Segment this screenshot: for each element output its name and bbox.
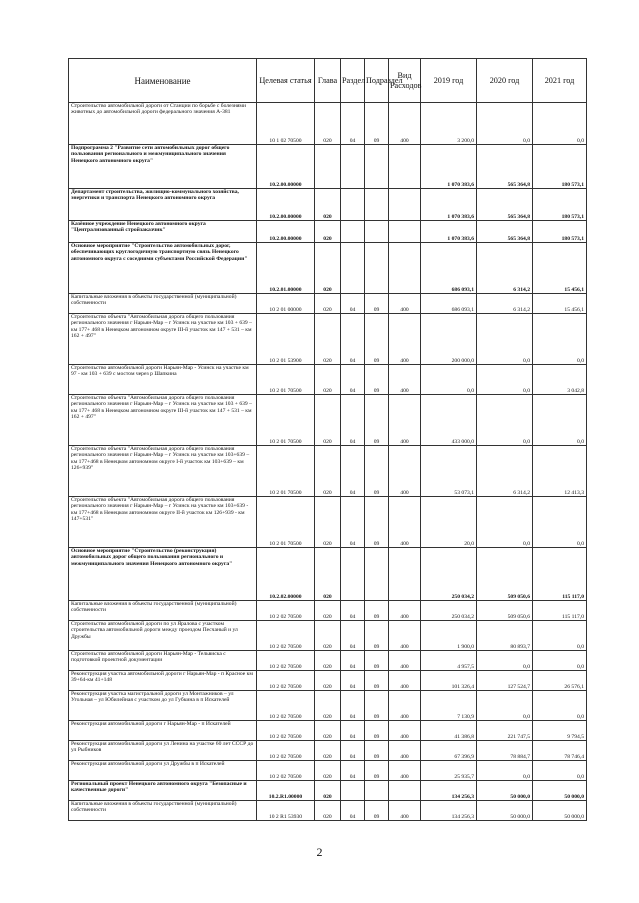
cell-subsection: 09: [365, 721, 389, 741]
cell-exp-type: 400: [389, 651, 421, 671]
cell-subsection: [365, 189, 389, 221]
cell-y2021: 0,0: [533, 314, 587, 365]
cell-chapter: 020: [315, 671, 341, 691]
cell-subsection: 09: [365, 691, 389, 721]
cell-exp-type: [389, 145, 421, 189]
cell-target: 10 2 02 70500: [257, 741, 315, 761]
header-name: Наименование: [69, 59, 257, 103]
cell-y2020: 50 000,0: [477, 801, 533, 821]
header-2021: 2021 год: [533, 59, 587, 103]
cell-subsection: [365, 781, 389, 801]
cell-target: 10.2.00.00000: [257, 221, 315, 243]
cell-y2019: 200 000,0: [421, 314, 477, 365]
cell-exp-type: 400: [389, 103, 421, 145]
table-row: [69, 601, 587, 621]
table-row: [69, 761, 587, 781]
cell-y2019: 1 070 383,6: [421, 189, 477, 221]
cell-y2020: 0,0: [477, 761, 533, 781]
cell-subsection: 09: [365, 651, 389, 671]
cell-exp-type: 400: [389, 671, 421, 691]
cell-subsection: 09: [365, 497, 389, 548]
table-row: [69, 189, 587, 221]
cell-y2020: 6 314,2: [477, 294, 533, 314]
cell-y2019: 686 093,1: [421, 294, 477, 314]
cell-exp-type: 400: [389, 721, 421, 741]
cell-y2020: 6 314,2: [477, 243, 533, 294]
cell-exp-type: 400: [389, 691, 421, 721]
cell-y2019: 134 256,3: [421, 801, 477, 821]
cell-y2019: 0,0: [421, 365, 477, 395]
cell-name: Региональный проект Ненецкого автономного округа "Безопасные и качественные дороги": [69, 781, 257, 801]
cell-section: 04: [341, 446, 365, 497]
cell-y2021: 0,0: [533, 497, 587, 548]
cell-chapter: 020: [315, 497, 341, 548]
cell-subsection: 09: [365, 801, 389, 821]
cell-subsection: [365, 145, 389, 189]
cell-chapter: 020: [315, 103, 341, 145]
cell-exp-type: 400: [389, 314, 421, 365]
cell-y2020: 0,0: [477, 651, 533, 671]
cell-y2020: 0,0: [477, 691, 533, 721]
cell-y2019: 433 000,0: [421, 395, 477, 446]
cell-subsection: 09: [365, 671, 389, 691]
table-row: [69, 365, 587, 395]
cell-target: 10 2 02 70500: [257, 621, 315, 651]
cell-y2020: 0,0: [477, 497, 533, 548]
cell-subsection: [365, 243, 389, 294]
cell-exp-type: 400: [389, 741, 421, 761]
cell-y2019: 101 326,4: [421, 671, 477, 691]
cell-chapter: 020: [315, 801, 341, 821]
table-row: [69, 497, 587, 548]
cell-target: 10 2 01 70500: [257, 365, 315, 395]
cell-target: 10 2 02 70500: [257, 721, 315, 741]
cell-name: Строительство объекта "Автомобильная дорога общего пользования регионального значения г Нарьян-Мар – г Усинск на участке км 103+639 - км 177+468 в Ненецком автономном округе II-й участок км 126+939 - км 147+531": [69, 497, 257, 548]
cell-y2020: 0,0: [477, 365, 533, 395]
cell-y2019: 1 900,0: [421, 621, 477, 651]
cell-exp-type: 400: [389, 601, 421, 621]
cell-subsection: 09: [365, 294, 389, 314]
cell-y2021: 180 573,1: [533, 221, 587, 243]
cell-y2020: 0,0: [477, 314, 533, 365]
cell-section: 04: [341, 621, 365, 651]
header-2019: 2019 год: [421, 59, 477, 103]
cell-y2020: 80 893,7: [477, 621, 533, 651]
table-row: [69, 221, 587, 243]
cell-section: 04: [341, 801, 365, 821]
cell-chapter: 020: [315, 621, 341, 651]
cell-name: Реконструкция автомобильной дороги г Нарьян-Мар - п Искателей: [69, 721, 257, 741]
cell-chapter: 020: [315, 189, 341, 221]
cell-chapter: 020: [315, 395, 341, 446]
cell-subsection: 09: [365, 365, 389, 395]
cell-y2021: 26 576,1: [533, 671, 587, 691]
cell-y2020: 0,0: [477, 103, 533, 145]
cell-chapter: 020: [315, 221, 341, 243]
cell-chapter: 020: [315, 761, 341, 781]
table-row: [69, 446, 587, 497]
cell-y2021: 0,0: [533, 395, 587, 446]
cell-target: 10 2 R1 53930: [257, 801, 315, 821]
cell-name: Строительство объекта "Автомобильная дорога общего пользования регионального значения г Нарьян-Мар – г Усинск на участке км 103 + 639 – км 177+ 468 в Ненецком автономном округе III-й участок км 147 + 531 – км 162 + 497": [69, 395, 257, 446]
cell-chapter: 020: [315, 294, 341, 314]
cell-subsection: 09: [365, 761, 389, 781]
cell-name: Основное мероприятие "Строительство автомобильных дорог, обеспечивающих круглогодичную транспортную связь Ненецкого автономного округа с соседними субъектами Российской Федерации": [69, 243, 257, 294]
cell-chapter: 020: [315, 721, 341, 741]
cell-chapter: 020: [315, 314, 341, 365]
cell-y2020: 565 364,8: [477, 221, 533, 243]
cell-name: Подпрограмма 2 "Развитие сети автомобильных дорог общего пользования регионального и межмуниципального значения Ненецкого автономного округа": [69, 145, 257, 189]
cell-y2021: 78 746,4: [533, 741, 587, 761]
cell-name: Капитальные вложения в объекты государственной (муниципальной) собственности: [69, 294, 257, 314]
table-row: [69, 548, 587, 601]
cell-y2020: 6 314,2: [477, 446, 533, 497]
cell-subsection: [365, 221, 389, 243]
cell-section: 04: [341, 741, 365, 761]
cell-subsection: 09: [365, 314, 389, 365]
cell-section: [341, 189, 365, 221]
page-number: 2: [316, 845, 323, 859]
cell-y2020: 0,0: [477, 395, 533, 446]
cell-section: 04: [341, 103, 365, 145]
cell-section: 04: [341, 497, 365, 548]
cell-section: 04: [341, 365, 365, 395]
cell-y2021: 180 573,1: [533, 189, 587, 221]
cell-name: Департамент строительства, жилищно-коммунального хозяйства, энергетики и транспорта Ненецкого автономного округа: [69, 189, 257, 221]
table-row: [69, 801, 587, 821]
cell-name: Основное мероприятие "Строительство (реконструкция) автомобильных дорог общего пользования регионального и межмуниципального значения Ненецкого автономного округа": [69, 548, 257, 601]
cell-y2020: 50 000,0: [477, 781, 533, 801]
cell-y2021: 115 117,0: [533, 601, 587, 621]
cell-chapter: 020: [315, 365, 341, 395]
cell-y2020: 565 364,8: [477, 145, 533, 189]
cell-section: [341, 145, 365, 189]
cell-name: Строительство автомобильной дороги от Станции по борьбе с болезнями животных до автомобильной дороги федерального значения А-381: [69, 103, 257, 145]
header-exp-type: Вид Расходов: [389, 59, 421, 103]
cell-y2019: 4 957,5: [421, 651, 477, 671]
cell-y2021: 50 000,0: [533, 801, 587, 821]
table-row: [69, 103, 587, 145]
table-row: [69, 691, 587, 721]
header-section: Раздел: [341, 59, 365, 103]
cell-name: Капитальные вложения в объекты государственной (муниципальной) собственности: [69, 801, 257, 821]
cell-y2019: 1 070 383,6: [421, 221, 477, 243]
table-row: [69, 395, 587, 446]
cell-y2019: 25 935,7: [421, 761, 477, 781]
cell-exp-type: [389, 189, 421, 221]
cell-chapter: 020: [315, 446, 341, 497]
cell-y2020: 509 050,6: [477, 548, 533, 601]
cell-target: 10 2 01 70500: [257, 497, 315, 548]
header-row: [69, 59, 587, 103]
cell-section: 04: [341, 294, 365, 314]
cell-y2021: 0,0: [533, 761, 587, 781]
cell-chapter: 020: [315, 781, 341, 801]
cell-y2021: 0,0: [533, 651, 587, 671]
cell-exp-type: 400: [389, 365, 421, 395]
cell-exp-type: 400: [389, 446, 421, 497]
cell-y2019: 3 200,0: [421, 103, 477, 145]
cell-exp-type: 400: [389, 294, 421, 314]
cell-name: Капитальные вложения в объекты государственной (муниципальной) собственности: [69, 601, 257, 621]
cell-name: Реконструкция участка автомобильной дороги г Нарьян-Мар - п Красное км 39+64-км 41+148: [69, 671, 257, 691]
cell-y2019: 134 256,3: [421, 781, 477, 801]
cell-chapter: 020: [315, 548, 341, 601]
cell-name: Строительство автомобильной дороги Нарьян-Мар - Тельвиска с подготовкой проектной документации: [69, 651, 257, 671]
cell-y2020: 565 364,8: [477, 189, 533, 221]
cell-target: 10 1 02 70500: [257, 103, 315, 145]
cell-y2020: 127 524,7: [477, 671, 533, 691]
header-target: Целевая статья: [257, 59, 315, 103]
cell-section: 04: [341, 761, 365, 781]
cell-target: 10.2.R1.00000: [257, 781, 315, 801]
cell-chapter: 020: [315, 601, 341, 621]
cell-chapter: 020: [315, 741, 341, 761]
cell-section: 04: [341, 671, 365, 691]
cell-exp-type: [389, 548, 421, 601]
cell-y2019: 67 396,9: [421, 741, 477, 761]
cell-y2019: 7 130,9: [421, 691, 477, 721]
header-chapter: Глава: [315, 59, 341, 103]
cell-target: 10 2 01 70500: [257, 395, 315, 446]
cell-name: Строительство автомобильной дороги Нарьян-Мар - Усинск на участке км 97 - км 103 + 639 с мостом через р Шапкина: [69, 365, 257, 395]
cell-section: 04: [341, 691, 365, 721]
cell-y2019: 250 034,2: [421, 601, 477, 621]
cell-target: 10.2.01.00000: [257, 243, 315, 294]
cell-section: [341, 221, 365, 243]
cell-exp-type: 400: [389, 395, 421, 446]
cell-y2020: 78 884,7: [477, 741, 533, 761]
cell-section: [341, 781, 365, 801]
cell-y2020: 509 050,6: [477, 601, 533, 621]
cell-y2019: 53 073,1: [421, 446, 477, 497]
table-row: [69, 314, 587, 365]
table-row: [69, 741, 587, 761]
cell-y2021: 12 413,3: [533, 446, 587, 497]
table-row: [69, 781, 587, 801]
header-subsection: Подраздел: [365, 59, 389, 103]
cell-name: Строительство объекта "Автомобильная дорога общего пользования регионального значения г Нарьян-Мар – г Усинск на участке км 103 + 639 – км 177+ 468 в Ненецком автономном округе III-й участок км 147 + 531 – км 162 + 497": [69, 314, 257, 365]
cell-y2021: 15 456,1: [533, 294, 587, 314]
cell-target: 10.2.02.00000: [257, 548, 315, 601]
cell-target: 10 2 01 53900: [257, 314, 315, 365]
cell-subsection: 09: [365, 446, 389, 497]
cell-target: 10 2 02 70500: [257, 691, 315, 721]
cell-exp-type: 400: [389, 497, 421, 548]
cell-section: 04: [341, 721, 365, 741]
table-body: [69, 103, 587, 821]
table-row: [69, 671, 587, 691]
cell-y2021: 50 000,0: [533, 781, 587, 801]
budget-document-page: [68, 58, 586, 821]
cell-y2021: 115 117,0: [533, 548, 587, 601]
cell-section: 04: [341, 314, 365, 365]
budget-table: [68, 58, 587, 821]
cell-name: Строительство объекта "Автомобильная дорога общего пользования регионального значения г Нарьян-Мар – г Усинск на участке км 103+639 – км 177+468 в Ненецком автономном округе I-й участок км 103+639 – км 126+939": [69, 446, 257, 497]
header-2020: 2020 год: [477, 59, 533, 103]
cell-y2019: 1 070 383,6: [421, 145, 477, 189]
cell-target: 10 2 02 70500: [257, 761, 315, 781]
cell-y2021: 180 573,1: [533, 145, 587, 189]
cell-exp-type: [389, 781, 421, 801]
cell-target: 10.2.00.00000: [257, 145, 315, 189]
cell-subsection: 09: [365, 601, 389, 621]
cell-exp-type: 400: [389, 621, 421, 651]
cell-subsection: 09: [365, 103, 389, 145]
cell-chapter: 020: [315, 243, 341, 294]
cell-name: Реконструкция автомобильной дороги ул Дружбы в п Искателей: [69, 761, 257, 781]
table-row: [69, 621, 587, 651]
cell-exp-type: 400: [389, 801, 421, 821]
cell-name: Казённое учреждение Ненецкого автономного округа "Централизованный стройзаказчик": [69, 221, 257, 243]
cell-target: 10 2 02 70500: [257, 671, 315, 691]
cell-name: Реконструкция участка магистральной дороги ул Монтажников – ул Угольная – ул Юбилейная с участком до ул Губкина в п Искателей: [69, 691, 257, 721]
cell-y2021: 3 042,8: [533, 365, 587, 395]
table-row: [69, 721, 587, 741]
cell-section: [341, 548, 365, 601]
cell-exp-type: [389, 243, 421, 294]
cell-y2021: 0,0: [533, 621, 587, 651]
table-row: [69, 651, 587, 671]
cell-chapter: 020: [315, 691, 341, 721]
cell-section: [341, 243, 365, 294]
cell-y2021: 0,0: [533, 691, 587, 721]
table-row: [69, 243, 587, 294]
cell-section: 04: [341, 651, 365, 671]
cell-chapter: [315, 145, 341, 189]
cell-target: 10.2.00.00000: [257, 189, 315, 221]
cell-y2020: 221 747,5: [477, 721, 533, 741]
cell-y2019: 41 386,8: [421, 721, 477, 741]
cell-target: 10 2 01 70500: [257, 446, 315, 497]
cell-target: 10 2 02 70500: [257, 651, 315, 671]
cell-y2021: 0,0: [533, 103, 587, 145]
cell-y2019: 20,0: [421, 497, 477, 548]
cell-y2019: 686 093,1: [421, 243, 477, 294]
cell-target: 10 2 01 00000: [257, 294, 315, 314]
cell-subsection: 09: [365, 395, 389, 446]
cell-name: Строительство автомобильной дороги по ул Яралова с участком строительства автомобильной дороги между проездом Песчаный и ул Дружбы: [69, 621, 257, 651]
cell-name: Реконструкция автомобильной дороги ул Ленина на участке 60 лет СССР до ул Рыбников: [69, 741, 257, 761]
cell-y2019: 250 034,2: [421, 548, 477, 601]
cell-chapter: 020: [315, 651, 341, 671]
cell-subsection: 09: [365, 621, 389, 651]
table-row: [69, 294, 587, 314]
cell-section: 04: [341, 395, 365, 446]
cell-subsection: 09: [365, 741, 389, 761]
cell-exp-type: [389, 221, 421, 243]
table-row: [69, 145, 587, 189]
cell-subsection: [365, 548, 389, 601]
cell-y2021: 15 456,1: [533, 243, 587, 294]
cell-target: 10 2 02 70500: [257, 601, 315, 621]
cell-exp-type: 400: [389, 761, 421, 781]
cell-y2021: 9 794,5: [533, 721, 587, 741]
cell-section: 04: [341, 601, 365, 621]
